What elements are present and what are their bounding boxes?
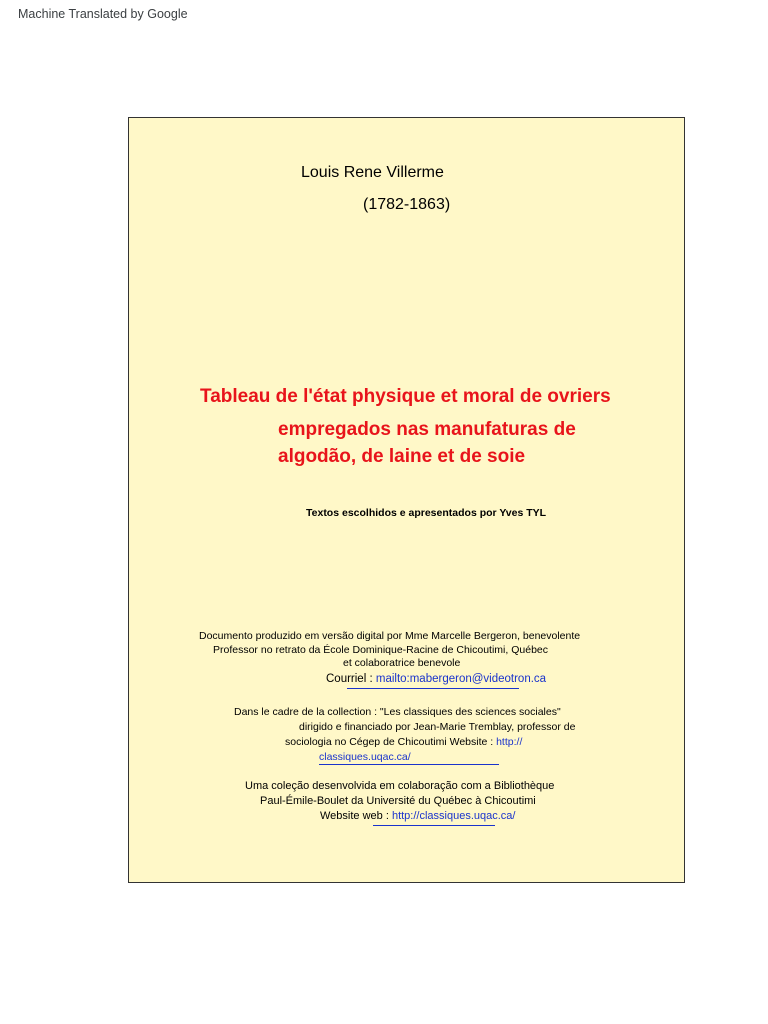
author-name: Louis Rene Villerme xyxy=(301,164,444,181)
author-years: (1782-1863) xyxy=(363,196,451,213)
uqac-line-3 xyxy=(320,810,515,822)
collection-link-part-2[interactable]: classiques.uqac.ca/ xyxy=(319,751,411,763)
collection-website-label: sociologia no Cégep de Chicoutimi Website : xyxy=(285,736,497,748)
subtitle: Textos escolhidos e apresentados por Yves TYL xyxy=(306,507,547,519)
uqac-website-link[interactable]: http://classiques.uqac.ca/ xyxy=(391,810,516,822)
collection-line-3 xyxy=(285,736,522,748)
email-link[interactable]: mailto:mabergeron@videotron.ca xyxy=(375,673,547,685)
credits-line-2: Professor no retrato da École Dominique-Racine de Chicoutimi, Québec xyxy=(213,644,549,656)
credits-line-1: Documento produzido em versão digital por Mme Marcelle Bergeron, benevolente xyxy=(199,630,581,642)
credits-line-3: et colaboratrice benevole xyxy=(343,657,461,669)
collection-link-part-1[interactable]: http:// xyxy=(496,736,523,748)
title-line-1: Tableau de l'état physique et moral de ovriers xyxy=(200,386,611,407)
courriel-line xyxy=(326,673,546,685)
title-line-3: algodão, de laine et de soie xyxy=(278,446,526,467)
document-page xyxy=(128,117,685,883)
uqac-line-1: Uma coleção desenvolvida em colaboração com a Bibliothèque xyxy=(245,780,555,792)
collection-link-underline xyxy=(319,764,499,765)
email-link-underline xyxy=(347,688,519,689)
uqac-website-label: Website web : xyxy=(320,810,392,822)
collection-line-2: dirigido e financiado por Jean-Marie Tremblay, professor de xyxy=(299,721,576,733)
machine-translated-banner: Machine Translated by Google xyxy=(18,7,188,21)
courriel-label: Courriel : xyxy=(326,673,376,685)
title-line-2: empregados nas manufaturas de xyxy=(278,419,576,440)
collection-line-1: Dans le cadre de la collection : "Les classiques des sciences sociales" xyxy=(234,706,561,718)
uqac-line-2: Paul-Émile-Boulet da Université du Québec à Chicoutimi xyxy=(260,795,536,807)
uqac-link-underline xyxy=(373,825,495,826)
